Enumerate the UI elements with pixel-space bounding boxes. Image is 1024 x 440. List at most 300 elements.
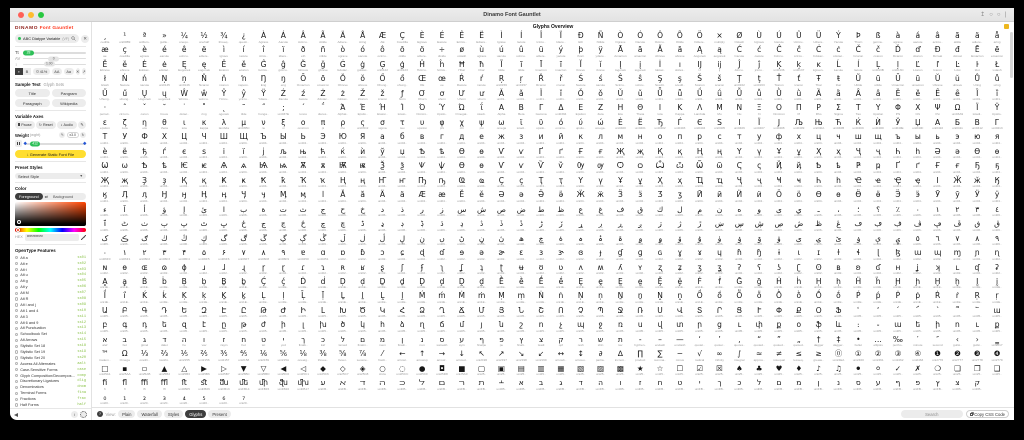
- glyph-cell[interactable]: [333, 89, 353, 103]
- glyph-cell[interactable]: [135, 248, 155, 262]
- font-size-slider[interactable]: [23, 52, 86, 54]
- glyph-cell[interactable]: [670, 234, 690, 248]
- glyph-cell[interactable]: [254, 277, 274, 291]
- glyph-cell[interactable]: [987, 205, 1007, 219]
- glyph-cell[interactable]: [670, 118, 690, 132]
- glyph-cell[interactable]: [373, 176, 393, 190]
- glyph-cell[interactable]: [888, 161, 908, 175]
- glyph-cell[interactable]: [273, 132, 293, 146]
- glyph-cell[interactable]: [115, 89, 135, 103]
- glyph-cell[interactable]: [95, 147, 115, 161]
- glyph-cell[interactable]: [511, 320, 531, 334]
- glyph-cell[interactable]: [769, 161, 789, 175]
- glyph-cell[interactable]: [115, 60, 135, 74]
- glyph-cell[interactable]: [690, 89, 710, 103]
- glyph-cell[interactable]: [710, 234, 730, 248]
- glyph-cell[interactable]: [749, 45, 769, 59]
- glyph-cell[interactable]: [729, 103, 749, 117]
- glyph-cell[interactable]: [729, 263, 749, 277]
- glyph-cell[interactable]: [412, 335, 432, 349]
- glyph-cell[interactable]: [333, 219, 353, 233]
- glyph-cell[interactable]: [551, 190, 571, 204]
- glyph-cell[interactable]: [749, 364, 769, 378]
- tab-sample-text[interactable]: Sample Text: [15, 82, 41, 88]
- glyph-cell[interactable]: [373, 248, 393, 262]
- background-toggle[interactable]: Background: [50, 195, 76, 199]
- glyph-cell[interactable]: [888, 118, 908, 132]
- glyph-cell[interactable]: [254, 234, 274, 248]
- glyph-cell[interactable]: [115, 277, 135, 291]
- glyph-cell[interactable]: [690, 234, 710, 248]
- sample-text-button-paragraph[interactable]: Paragraph: [15, 99, 50, 107]
- glyph-cell[interactable]: [95, 335, 115, 349]
- hex-input[interactable]: [25, 234, 79, 241]
- glyph-cell[interactable]: [492, 103, 512, 117]
- glyph-cell[interactable]: [234, 31, 254, 45]
- glyph-cell[interactable]: [829, 378, 849, 392]
- glyph-cell[interactable]: [829, 132, 849, 146]
- glyph-cell[interactable]: [868, 176, 888, 190]
- glyph-cell[interactable]: [551, 161, 571, 175]
- glyph-cell[interactable]: [948, 176, 968, 190]
- glyph-cell[interactable]: [690, 219, 710, 233]
- glyph-cell[interactable]: [690, 161, 710, 175]
- glyph-cell[interactable]: [115, 31, 135, 45]
- glyph-cell[interactable]: [650, 378, 670, 392]
- glyph-cell[interactable]: [531, 147, 551, 161]
- glyph-cell[interactable]: [987, 132, 1007, 146]
- glyph-cell[interactable]: [452, 60, 472, 74]
- sample-text-button-wikipedia[interactable]: Wikipedia: [52, 99, 87, 107]
- glyph-cell[interactable]: [392, 89, 412, 103]
- glyph-cell[interactable]: [214, 89, 234, 103]
- glyph-cell[interactable]: [987, 161, 1007, 175]
- glyph-cell[interactable]: [630, 176, 650, 190]
- glyph-cell[interactable]: [511, 291, 531, 305]
- glyph-cell[interactable]: [809, 291, 829, 305]
- glyph-cell[interactable]: [273, 103, 293, 117]
- glyph-cell[interactable]: [432, 291, 452, 305]
- glyph-cell[interactable]: [987, 89, 1007, 103]
- glyph-cell[interactable]: [432, 234, 452, 248]
- glyph-cell[interactable]: [571, 378, 591, 392]
- glyph-cell[interactable]: [650, 45, 670, 59]
- glyph-cell[interactable]: [987, 364, 1007, 378]
- glyph-cell[interactable]: [135, 335, 155, 349]
- glyph-cell[interactable]: [591, 132, 611, 146]
- glyph-cell[interactable]: [987, 60, 1007, 74]
- glyph-cell[interactable]: [948, 205, 968, 219]
- glyph-cell[interactable]: [690, 103, 710, 117]
- feature-checkbox-icon[interactable]: [15, 339, 18, 342]
- glyph-cell[interactable]: [948, 263, 968, 277]
- camera-icon[interactable]: ○: [996, 11, 1001, 18]
- glyph-cell[interactable]: [452, 89, 472, 103]
- glyph-cell[interactable]: [412, 74, 432, 88]
- glyph-cell[interactable]: [313, 349, 333, 363]
- glyph-cell[interactable]: [928, 60, 948, 74]
- glyph-cell[interactable]: [888, 335, 908, 349]
- glyph-cell[interactable]: [472, 74, 492, 88]
- glyph-cell[interactable]: [630, 378, 650, 392]
- glyph-cell[interactable]: [610, 349, 630, 363]
- glyph-cell[interactable]: [452, 364, 472, 378]
- glyph-cell[interactable]: [749, 74, 769, 88]
- glyph-cell[interactable]: [591, 205, 611, 219]
- glyph-cell[interactable]: [809, 45, 829, 59]
- glyph-cell[interactable]: [829, 45, 849, 59]
- glyph-cell[interactable]: [492, 132, 512, 146]
- glyph-cell[interactable]: [214, 320, 234, 334]
- glyph-cell[interactable]: [591, 349, 611, 363]
- glyph-cell[interactable]: [115, 320, 135, 334]
- glyph-cell[interactable]: [571, 234, 591, 248]
- glyph-cell[interactable]: [333, 147, 353, 161]
- glyph-cell[interactable]: [928, 349, 948, 363]
- glyph-cell[interactable]: [908, 132, 928, 146]
- glyph-cell[interactable]: [174, 103, 194, 117]
- glyph-cell[interactable]: [789, 349, 809, 363]
- glyph-cell[interactable]: [432, 205, 452, 219]
- glyph-cell[interactable]: [254, 103, 274, 117]
- glyph-cell[interactable]: [214, 378, 234, 392]
- glyph-cell[interactable]: [531, 74, 551, 88]
- glyph-cell[interactable]: [115, 364, 135, 378]
- glyph-cell[interactable]: [809, 378, 829, 392]
- glyph-cell[interactable]: [293, 263, 313, 277]
- glyph-cell[interactable]: [908, 176, 928, 190]
- glyph-cell[interactable]: [928, 320, 948, 334]
- glyph-cell[interactable]: [571, 248, 591, 262]
- feature-checkbox-icon[interactable]: [15, 309, 18, 312]
- glyph-cell[interactable]: [293, 147, 313, 161]
- glyph-cell[interactable]: [690, 248, 710, 262]
- glyph-cell[interactable]: [174, 306, 194, 320]
- glyph-cell[interactable]: [690, 205, 710, 219]
- glyph-cell[interactable]: [333, 176, 353, 190]
- glyph-cell[interactable]: [313, 335, 333, 349]
- glyph-cell[interactable]: [829, 263, 849, 277]
- glyph-cell[interactable]: [511, 118, 531, 132]
- glyph-cell[interactable]: [710, 176, 730, 190]
- glyph-cell[interactable]: [373, 74, 393, 88]
- glyph-cell[interactable]: [690, 60, 710, 74]
- glyph-cell[interactable]: [472, 219, 492, 233]
- glyph-cell[interactable]: [432, 306, 452, 320]
- glyph-cell[interactable]: [571, 263, 591, 277]
- glyph-cell[interactable]: [650, 219, 670, 233]
- glyph-cell[interactable]: [670, 364, 690, 378]
- glyph-cell[interactable]: [234, 60, 254, 74]
- glyph-cell[interactable]: [511, 161, 531, 175]
- glyph-cell[interactable]: [829, 74, 849, 88]
- glyph-cell[interactable]: [254, 190, 274, 204]
- glyph-cell[interactable]: [293, 176, 313, 190]
- glyph-cell[interactable]: [710, 132, 730, 146]
- glyph-cell[interactable]: [333, 291, 353, 305]
- glyph-cell[interactable]: [948, 306, 968, 320]
- glyph-cell[interactable]: [412, 248, 432, 262]
- glyph-cell[interactable]: [987, 147, 1007, 161]
- glyph-cell[interactable]: [511, 89, 531, 103]
- glyph-cell[interactable]: [571, 74, 591, 88]
- glyph-cell[interactable]: [492, 263, 512, 277]
- glyph-cell[interactable]: [928, 45, 948, 59]
- glyph-cell[interactable]: [829, 248, 849, 262]
- glyph-cell[interactable]: [769, 147, 789, 161]
- glyph-cell[interactable]: [373, 89, 393, 103]
- view-tab-present[interactable]: Present: [208, 410, 230, 418]
- glyph-cell[interactable]: [313, 263, 333, 277]
- view-tab-plain[interactable]: Plain: [118, 410, 135, 418]
- glyph-cell[interactable]: [313, 74, 333, 88]
- glyph-cell[interactable]: [769, 320, 789, 334]
- glyph-cell[interactable]: [214, 277, 234, 291]
- glyph-cell[interactable]: [769, 248, 789, 262]
- glyph-cell[interactable]: [551, 320, 571, 334]
- glyph-cell[interactable]: [194, 176, 214, 190]
- glyph-cell[interactable]: [690, 364, 710, 378]
- glyph-cell[interactable]: [749, 277, 769, 291]
- glyph-cell[interactable]: [848, 176, 868, 190]
- glyph-cell[interactable]: [154, 118, 174, 132]
- glyph-cell[interactable]: [333, 378, 353, 392]
- glyph-cell[interactable]: [392, 248, 412, 262]
- glyph-cell[interactable]: [848, 60, 868, 74]
- glyph-cell[interactable]: [591, 277, 611, 291]
- glyph-cell[interactable]: [412, 364, 432, 378]
- glyph-cell[interactable]: [908, 161, 928, 175]
- glyph-cell[interactable]: [769, 277, 789, 291]
- glyph-cell[interactable]: [551, 306, 571, 320]
- glyph-cell[interactable]: [928, 161, 948, 175]
- glyph-cell[interactable]: [492, 320, 512, 334]
- glyph-cell[interactable]: [650, 364, 670, 378]
- feature-checkbox-icon[interactable]: [15, 392, 18, 395]
- glyph-cell[interactable]: [412, 103, 432, 117]
- glyph-cell[interactable]: [392, 277, 412, 291]
- glyph-cell[interactable]: [194, 103, 214, 117]
- glyph-cell[interactable]: [293, 248, 313, 262]
- glyph-cell[interactable]: [174, 45, 194, 59]
- feature-checkbox-icon[interactable]: [15, 315, 18, 318]
- glyph-cell[interactable]: [273, 190, 293, 204]
- glyph-cell[interactable]: [293, 103, 313, 117]
- saturation-picker[interactable]: [15, 202, 86, 226]
- glyph-cell[interactable]: [967, 349, 987, 363]
- pause-axis-icon[interactable]: [15, 140, 22, 147]
- glyph-cell[interactable]: [373, 364, 393, 378]
- glyph-cell[interactable]: [234, 364, 254, 378]
- glyph-cell[interactable]: [690, 335, 710, 349]
- glyph-cell[interactable]: [769, 132, 789, 146]
- glyph-cell[interactable]: [928, 219, 948, 233]
- glyph-cell[interactable]: [154, 176, 174, 190]
- glyph-cell[interactable]: [115, 291, 135, 305]
- glyph-cell[interactable]: [154, 190, 174, 204]
- glyph-cell[interactable]: [650, 74, 670, 88]
- glyph-cell[interactable]: [472, 306, 492, 320]
- glyph-cell[interactable]: [967, 335, 987, 349]
- glyph-cell[interactable]: [868, 118, 888, 132]
- glyph-cell[interactable]: [848, 234, 868, 248]
- glyph-cell[interactable]: [174, 349, 194, 363]
- glyph-cell[interactable]: [392, 147, 412, 161]
- glyph-cell[interactable]: [670, 263, 690, 277]
- glyph-cell[interactable]: [987, 320, 1007, 334]
- glyph-cell[interactable]: [809, 176, 829, 190]
- glyph-cell[interactable]: [353, 31, 373, 45]
- glyph-cell[interactable]: [908, 74, 928, 88]
- leading-slider[interactable]: [23, 61, 86, 66]
- glyph-cell[interactable]: [690, 176, 710, 190]
- glyph-cell[interactable]: [432, 335, 452, 349]
- feature-checkbox-icon[interactable]: [15, 274, 18, 277]
- glyph-cell[interactable]: [452, 306, 472, 320]
- glyph-cell[interactable]: [551, 176, 571, 190]
- glyph-cell[interactable]: [254, 205, 274, 219]
- glyph-cell[interactable]: [809, 103, 829, 117]
- glyph-cell[interactable]: [729, 205, 749, 219]
- glyph-cell[interactable]: [154, 31, 174, 45]
- generate-static-font-button[interactable]: ↓ Generate Static Font File: [15, 150, 86, 157]
- glyph-cell[interactable]: [710, 335, 730, 349]
- glyph-cell[interactable]: [809, 132, 829, 146]
- glyph-cell[interactable]: [273, 364, 293, 378]
- feature-checkbox-icon[interactable]: [15, 286, 18, 289]
- glyph-cell[interactable]: [948, 60, 968, 74]
- glyph-cell[interactable]: [353, 118, 373, 132]
- tracking-value[interactable]: 0: [48, 56, 59, 61]
- glyph-cell[interactable]: [809, 147, 829, 161]
- glyph-cell[interactable]: [333, 277, 353, 291]
- glyph-cell[interactable]: [412, 378, 432, 392]
- glyph-cell[interactable]: [848, 89, 868, 103]
- glyph-cell[interactable]: [967, 306, 987, 320]
- glyph-cell[interactable]: [353, 263, 373, 277]
- glyph-cell[interactable]: [511, 234, 531, 248]
- view-tab-styles[interactable]: Styles: [164, 410, 183, 418]
- glyph-cell[interactable]: [353, 364, 373, 378]
- glyph-cell[interactable]: [749, 132, 769, 146]
- glyph-cell[interactable]: [293, 190, 313, 204]
- glyph-cell[interactable]: [234, 176, 254, 190]
- glyph-cell[interactable]: [829, 364, 849, 378]
- glyph-cell[interactable]: [710, 161, 730, 175]
- glyph-cell[interactable]: [908, 234, 928, 248]
- glyph-cell[interactable]: [333, 234, 353, 248]
- glyph-cell[interactable]: [273, 74, 293, 88]
- glyph-cell[interactable]: [214, 364, 234, 378]
- glyph-cell[interactable]: [650, 147, 670, 161]
- mixedcase-button[interactable]: Aa: [64, 68, 74, 75]
- glyph-cell[interactable]: [571, 306, 591, 320]
- glyph-cell[interactable]: [650, 161, 670, 175]
- glyph-cell[interactable]: [710, 378, 730, 392]
- glyph-cell[interactable]: [809, 263, 829, 277]
- glyph-cell[interactable]: [928, 306, 948, 320]
- glyph-cell[interactable]: [293, 378, 313, 392]
- view-tab-waterfall[interactable]: Waterfall: [137, 410, 161, 418]
- glyph-cell[interactable]: [531, 205, 551, 219]
- glyph-cell[interactable]: [967, 190, 987, 204]
- glyph-cell[interactable]: [353, 176, 373, 190]
- glyph-cell[interactable]: [630, 31, 650, 45]
- glyph-cell[interactable]: [472, 320, 492, 334]
- glyph-cell[interactable]: [729, 147, 749, 161]
- glyph-cell[interactable]: [868, 89, 888, 103]
- glyph-cell[interactable]: [412, 320, 432, 334]
- glyph-cell[interactable]: [591, 161, 611, 175]
- glyph-cell[interactable]: [313, 147, 333, 161]
- glyph-cell[interactable]: [511, 205, 531, 219]
- glyph-cell[interactable]: [809, 364, 829, 378]
- glyph-cell[interactable]: [531, 219, 551, 233]
- glyph-cell[interactable]: [373, 335, 393, 349]
- glyph-cell[interactable]: [95, 176, 115, 190]
- glyph-cell[interactable]: [591, 291, 611, 305]
- glyph-cell[interactable]: [551, 364, 571, 378]
- glyph-cell[interactable]: [273, 147, 293, 161]
- glyph-cell[interactable]: [749, 378, 769, 392]
- glyph-cell[interactable]: [452, 176, 472, 190]
- glyph-cell[interactable]: [848, 103, 868, 117]
- glyph-cell[interactable]: [135, 190, 155, 204]
- glyph-cell[interactable]: [174, 190, 194, 204]
- glyph-cell[interactable]: [313, 60, 333, 74]
- glyph-cell[interactable]: [273, 277, 293, 291]
- glyph-cell[interactable]: [472, 161, 492, 175]
- glyph-cell[interactable]: [888, 306, 908, 320]
- glyph-cell[interactable]: [392, 190, 412, 204]
- glyph-cell[interactable]: [928, 31, 948, 45]
- glyph-cell[interactable]: [492, 219, 512, 233]
- glyph-cell[interactable]: [888, 320, 908, 334]
- glyph-cell[interactable]: [848, 263, 868, 277]
- glyph-cell[interactable]: [333, 132, 353, 146]
- glyph-cell[interactable]: [650, 31, 670, 45]
- glyph-cell[interactable]: [571, 190, 591, 204]
- copy-css-button[interactable]: Copy CSS Code: [966, 410, 1009, 418]
- glyph-cell[interactable]: [710, 190, 730, 204]
- glyph-cell[interactable]: [333, 263, 353, 277]
- glyph-cell[interactable]: [908, 45, 928, 59]
- glyph-cell[interactable]: [194, 205, 214, 219]
- glyph-cell[interactable]: [115, 205, 135, 219]
- glyph-cell[interactable]: [492, 277, 512, 291]
- glyph-cell[interactable]: [928, 263, 948, 277]
- glyph-cell[interactable]: [551, 147, 571, 161]
- glyph-cell[interactable]: [729, 335, 749, 349]
- glyph-cell[interactable]: [492, 147, 512, 161]
- glyph-cell[interactable]: [154, 378, 174, 392]
- glyph-cell[interactable]: [749, 118, 769, 132]
- feature-checkbox-icon[interactable]: [15, 374, 18, 377]
- glyph-cell[interactable]: [690, 31, 710, 45]
- feature-checkbox-icon[interactable]: [15, 398, 18, 401]
- glyph-cell[interactable]: [174, 234, 194, 248]
- glyph-cell[interactable]: [234, 190, 254, 204]
- glyph-cell[interactable]: [373, 219, 393, 233]
- glyph-cell[interactable]: [273, 335, 293, 349]
- glyph-cell[interactable]: [789, 190, 809, 204]
- glyph-cell[interactable]: [987, 118, 1007, 132]
- glyph-cell[interactable]: [492, 364, 512, 378]
- glyph-cell[interactable]: [749, 349, 769, 363]
- glyph-cell[interactable]: [174, 118, 194, 132]
- glyph-cell[interactable]: [928, 132, 948, 146]
- glyph-cell[interactable]: [630, 291, 650, 305]
